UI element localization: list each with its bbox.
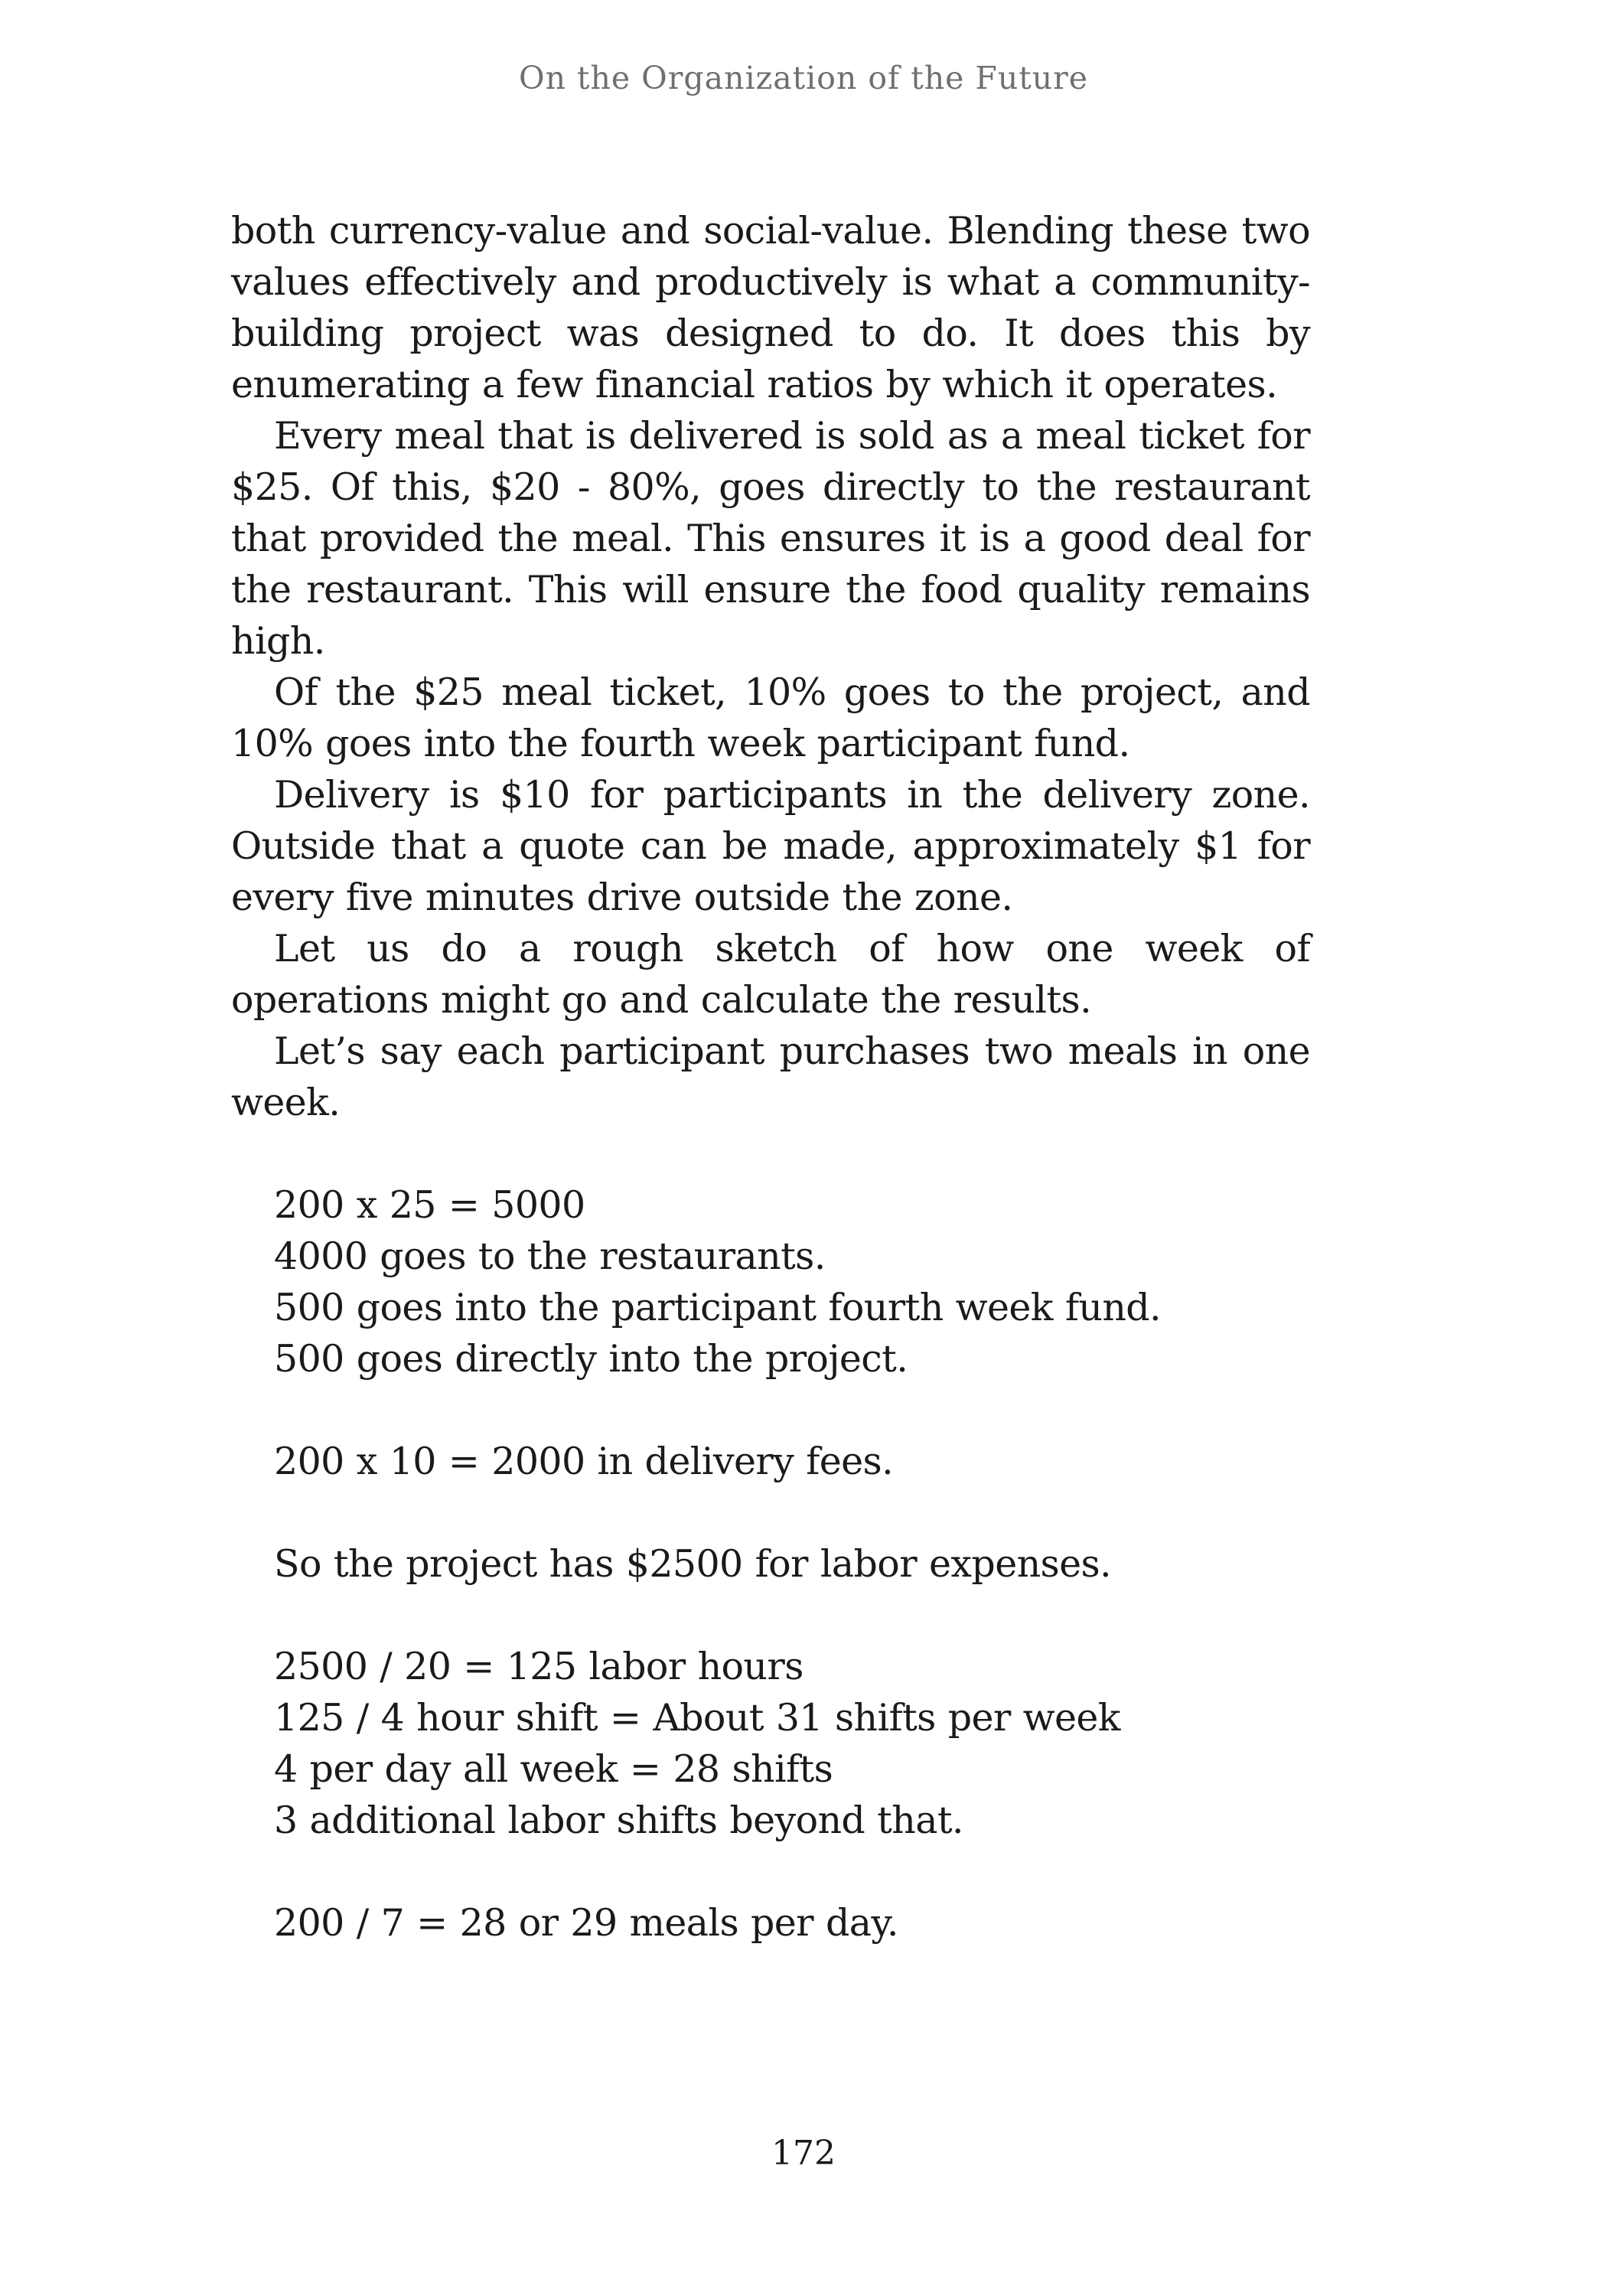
calc-group-labor-budget [274,1538,1310,1590]
calc-line: 125 / 4 hour shift = About 31 shifts per week [274,1696,1120,1740]
calc-line: 3 additional labor shifts beyond that. [274,1799,963,1842]
body-text [231,205,1310,2000]
calc-line: 2500 / 20 = 125 labor hours [274,1645,804,1688]
paragraph-project-share: Of the $25 meal ticket, 10% goes to the project, and 10% goes into the fourth week participant fund. [231,670,1310,765]
calc-group-revenue [274,1179,1310,1384]
paragraph-continued: both currency-value and social-value. Blending these two values effectively and productively is what a community-building project was designed to do. It does this by enumerating a few financial ratios by which it operates. [231,209,1310,406]
calc-line: 200 x 10 = 2000 in delivery fees. [274,1440,894,1483]
paragraph-sketch: Let us do a rough sketch of how one week of operations might go and calculate the results. [231,927,1310,1022]
calc-line: 4000 goes to the restaurants. [274,1234,826,1278]
running-head: On the Organization of the Future [518,60,1089,96]
calc-line: 4 per day all week = 28 shifts [274,1747,833,1791]
paragraph-assumption: Let’s say each participant purchases two meals in one week. [231,1029,1310,1124]
calc-line: 200 / 7 = 28 or 29 meals per day. [274,1901,898,1945]
calc-group-meals-per-day [274,1897,1310,1949]
calc-group-shifts [274,1641,1310,1846]
calc-group-delivery [274,1436,1310,1487]
calc-line: So the project has $2500 for labor expenses. [274,1542,1112,1586]
calc-line: 500 goes into the participant fourth week fund. [274,1286,1162,1329]
paragraph-delivery: Delivery is $10 for participants in the delivery zone. Outside that a quote can be made, approximately $1 for every five minutes drive outside the zone. [231,773,1310,919]
calc-line: 200 x 25 = 5000 [274,1183,585,1227]
paragraph-meal-ticket: Every meal that is delivered is sold as a meal ticket for $25. Of this, $20 - 80%, goes directly to the restaurant that provided the meal. This ensures it is a good deal for the restaurant. This will ensure the food quality remains high. [231,414,1310,663]
calculation-block [231,1179,1310,1949]
page-number: 172 [771,2134,836,2173]
calc-line: 500 goes directly into the project. [274,1337,908,1381]
